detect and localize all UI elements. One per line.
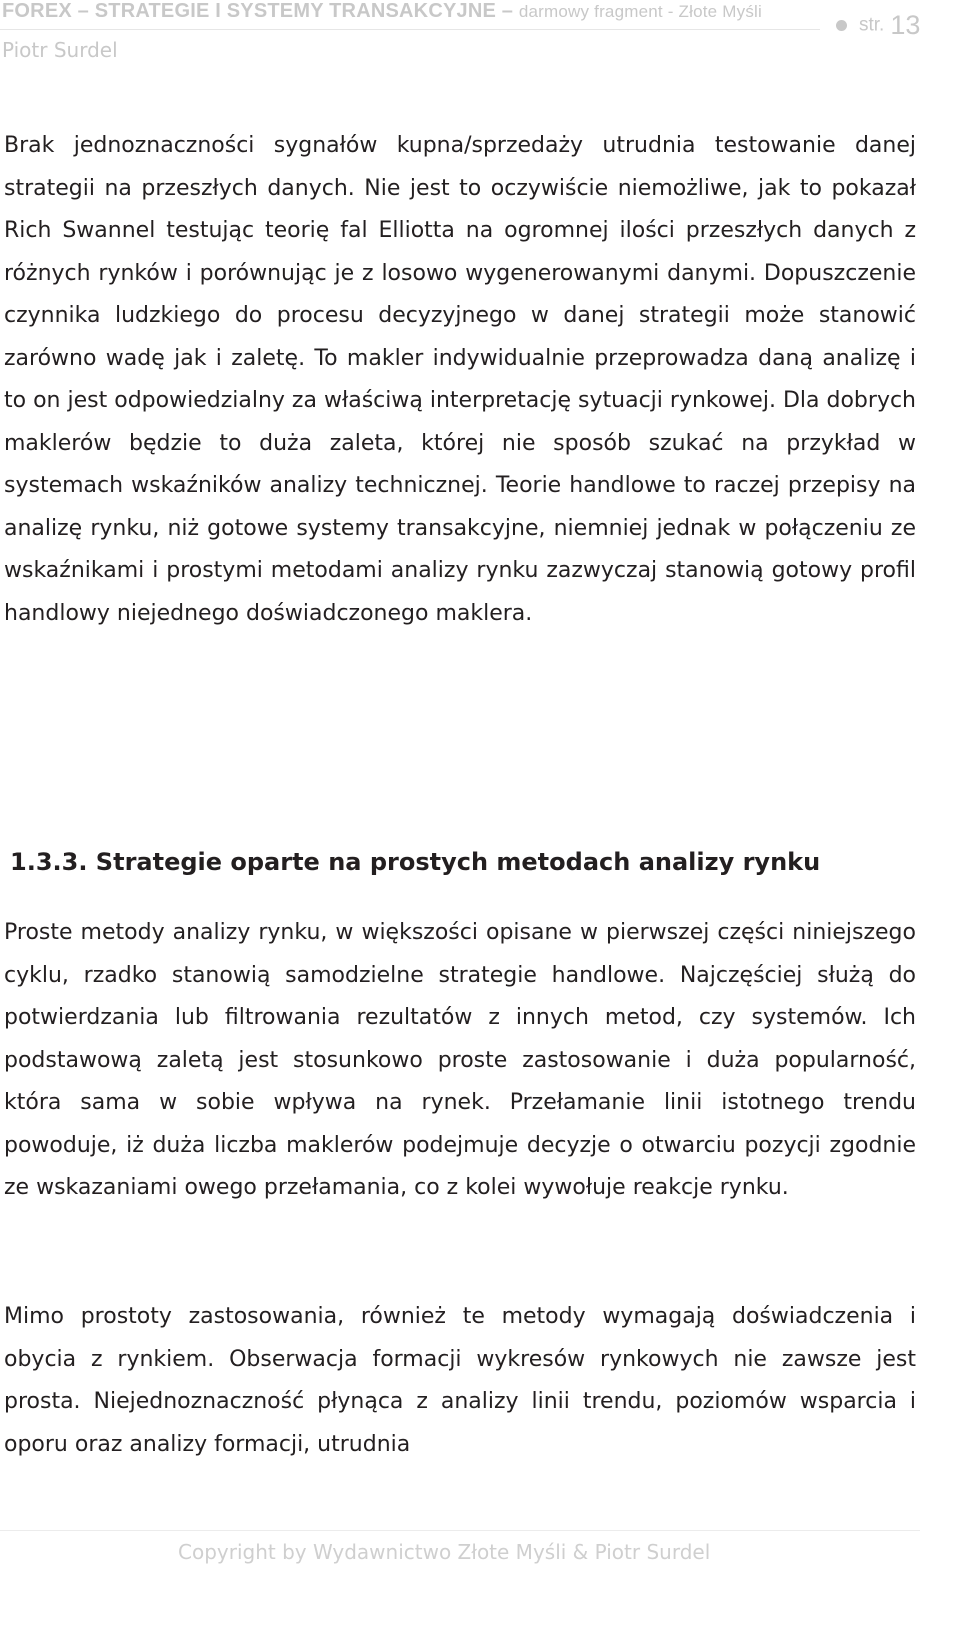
bullet-icon [836, 20, 847, 31]
page-indicator [836, 10, 920, 41]
footer-copyright: Copyright by Wydawnictwo Złote Myśli & Piotr Surdel [178, 1540, 711, 1564]
author-name: Piotr Surdel [2, 38, 118, 62]
footer-divider [0, 1530, 920, 1531]
paragraph-1: Brak jednoznaczności sygnałów kupna/sprzedaży utrudnia testowanie danej strategii na przeszłych danych. Nie jest to oczywiście niemożliwe, jak to pokazał Rich Swannel testując teorię fal Elliotta na ogromnej ilości przeszłych danych z różnych rynków i porównując je z losowo wygenerowanymi danymi. Dopuszczenie czynnika ludzkiego do procesu decyzyjnego w danej strategii może stanowić zarówno wadę jak i zaletę. To makler indywidualnie przeprowadza daną analizę i to on jest odpowiedzialny za właściwą interpretację sytuacji rynkowej. Dla dobrych maklerów będzie to duża zaleta, której nie sposób szukać na przykład w systemach wskaźników analizy technicznej. Teorie handlowe to raczej przepisy na analizę rynku, niż gotowe systemy transakcyjne, niemniej jednak w połączeniu ze wskaźnikami i prostymi metodami analizy rynku zazwyczaj stanowią gotowy profil handlowy niejednego doświadczonego maklera. [4, 133, 916, 626]
document-subtitle: darmowy fragment - Złote Myśli [518, 2, 762, 21]
document-title [2, 0, 762, 23]
document-title-text: FOREX – STRATEGIE I SYSTEMY TRANSAKCYJNE – [2, 0, 514, 22]
header-divider [0, 29, 820, 30]
page-number: 13 [890, 10, 921, 40]
page-header [0, 0, 960, 80]
paragraph-3: Mimo prostoty zastosowania, również te metody wymagają doświadczenia i obycia z rynkiem. Obserwacja formacji wykresów rynkowych nie zawsze jest prosta. Niejednoznaczność płynąca z analizy linii trendu, poziomów wsparcia i oporu oraz analizy formacji, utrudnia [4, 1304, 916, 1457]
paragraph-2: Proste metody analizy rynku, w większości opisane w pierwszej części niniejszego cyklu, rzadko stanowią samodzielne strategie handlowe. Najczęściej służą do potwierdzania lub filtrowania rezultatów z innych metod, czy systemów. Ich podstawową zaletą jest stosunkowo proste zastosowanie i duża popularność, która sama w sobie wpływa na rynek. Przełamanie linii istotnego trendu powoduje, iż duża liczba maklerów podejmuje decyzje o otwarciu pozycji zgodnie ze wskazaniami owego przełamania, co z kolei wywołuje reakcje rynku. [4, 920, 916, 1200]
section-heading: 1.3.3. Strategie oparte na prostych metodach analizy rynku [10, 848, 821, 876]
page-label: str. [859, 14, 885, 36]
